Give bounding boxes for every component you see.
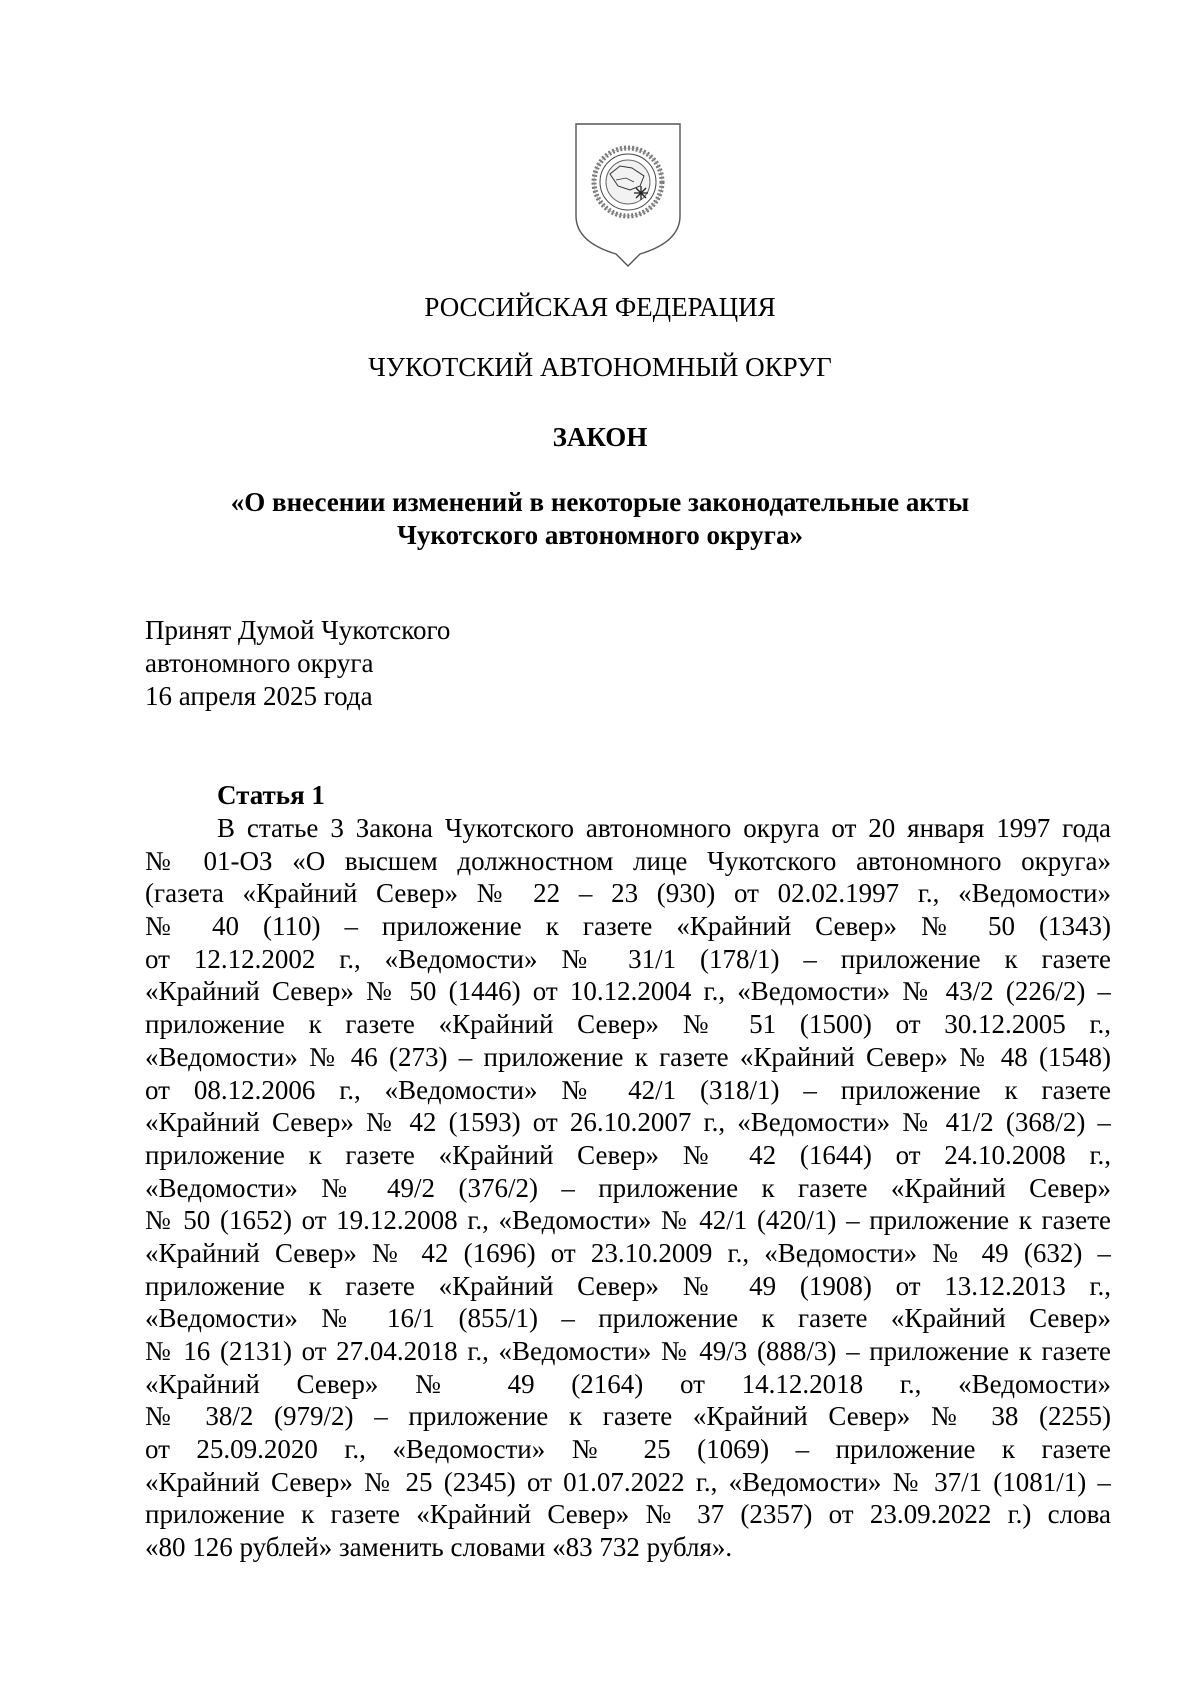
article-1-heading: Статья 1 xyxy=(217,780,325,810)
article-line: «Ведомости» № 16/1 (855/1) – приложение к газете «Крайний Север» xyxy=(145,1303,1111,1334)
article-line: от 12.12.2002 г., «Ведомости» № 31/1 (178/1) – приложение к газете xyxy=(145,943,1111,974)
coat-of-arms-emblem xyxy=(570,120,686,268)
adoption-note-line: автономного округа xyxy=(145,648,374,678)
article-line: «Ведомости» № 46 (273) – приложение к газете «Крайний Север» № 48 (1548) xyxy=(145,1041,1111,1072)
coat-of-arms-icon xyxy=(570,120,686,268)
article-line: (газета «Крайний Север» № 22 – 23 (930) от 02.02.1997 г., «Ведомости» xyxy=(145,878,1111,909)
article-line: № 50 (1652) от 19.12.2008 г., «Ведомости» № 42/1 (420/1) – приложение к газете xyxy=(145,1205,1111,1236)
article-line: «Крайний Север» № 25 (2345) от 01.07.2022 г., «Ведомости» № 37/1 (1081/1) – xyxy=(145,1466,1111,1497)
region-heading: ЧУКОТСКИЙ АВТОНОМНЫЙ ОКРУГ xyxy=(368,352,832,382)
article-line: «Крайний Север» № 42 (1593) от 26.10.2007 г., «Ведомости» № 41/2 (368/2) – xyxy=(145,1107,1111,1138)
article-line: приложение к газете «Крайний Север» № 49 (1908) от 13.12.2013 г., xyxy=(145,1270,1111,1301)
country-heading: РОССИЙСКАЯ ФЕДЕРАЦИЯ xyxy=(424,292,776,322)
article-line: от 25.09.2020 г., «Ведомости» № 25 (1069) – приложение к газете xyxy=(145,1434,1111,1465)
article-line: «Крайний Север» № 49 (2164) от 14.12.2018 г., «Ведомости» xyxy=(145,1368,1111,1399)
article-1-body xyxy=(145,812,1111,1564)
article-line: «80 126 рублей» заменить словами «83 732 рубля». xyxy=(145,1532,733,1563)
article-line: «Крайний Север» № 42 (1696) от 23.10.2009 г., «Ведомости» № 49 (632) – xyxy=(145,1237,1111,1268)
adoption-note-line: Принят Думой Чукотского xyxy=(145,615,451,645)
law-title-line: «О внесении изменений в некоторые законодательные акты xyxy=(230,487,970,517)
document-type-heading: ЗАКОН xyxy=(552,422,648,452)
adoption-note xyxy=(145,614,450,713)
law-title-line: Чукотского автономного округа» xyxy=(397,520,803,550)
article-line: В статье 3 Закона Чукотского автономного округа от 20 января 1997 года xyxy=(217,813,1111,843)
adoption-date: 16 апреля 2025 года xyxy=(145,681,373,711)
article-line: от 08.12.2006 г., «Ведомости» № 42/1 (318/1) – приложение к газете xyxy=(145,1074,1111,1105)
article-line: «Ведомости» № 49/2 (376/2) – приложение к газете «Крайний Север» xyxy=(145,1172,1111,1203)
article-line: № 38/2 (979/2) – приложение к газете «Крайний Север» № 38 (2255) xyxy=(145,1401,1111,1432)
article-line: № 16 (2131) от 27.04.2018 г., «Ведомости» № 49/3 (888/3) – приложение к газете xyxy=(145,1336,1111,1366)
article-line: № 40 (110) – приложение к газете «Крайний Север» № 50 (1343) xyxy=(145,911,1111,942)
article-line: № 01-ОЗ «О высшем должностном лице Чукотского автономного округа» xyxy=(145,845,1111,876)
article-line: приложение к газете «Крайний Север» № 51 (1500) от 30.12.2005 г., xyxy=(145,1009,1111,1040)
article-line: приложение к газете «Крайний Север» № 42 (1644) от 24.10.2008 г., xyxy=(145,1139,1111,1170)
law-title xyxy=(0,486,1200,552)
article-line: приложение к газете «Крайний Север» № 37 (2357) от 23.09.2022 г.) слова xyxy=(145,1499,1111,1530)
article-line: «Крайний Север» № 50 (1446) от 10.12.2004 г., «Ведомости» № 43/2 (226/2) – xyxy=(145,976,1111,1007)
